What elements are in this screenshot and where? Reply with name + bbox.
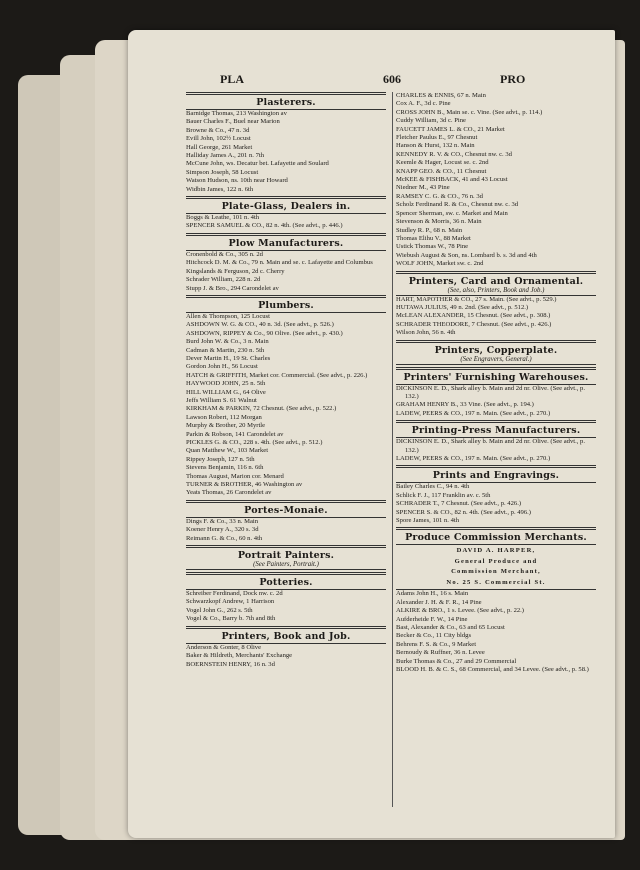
directory-entry: HUTAWA JULIUS, 49 n. 2nd. (See advt., p. 512.) xyxy=(396,303,529,311)
section-heading: Plasterers. xyxy=(256,97,316,108)
directory-entry: KIRKHAM & PARKIN, 72 Chesnut. (See advt., p. 522.) xyxy=(186,405,337,413)
listing-group xyxy=(396,465,596,525)
listing-group xyxy=(396,92,596,269)
section-heading: Printers, Card and Ornamental. xyxy=(408,275,584,287)
directory-entry: Schwarzkopf Andrew, 1 Harrison xyxy=(186,598,275,606)
directory-page xyxy=(128,30,615,838)
section-rule xyxy=(396,340,596,343)
directory-entry: DICKINSON E. D., Shark alley b. Main and 2d nr. Olive. (See advt., p. 132.) xyxy=(396,384,585,400)
directory-entry: Parkin & Robson, 141 Carondelet av xyxy=(186,430,284,438)
advertisement-line: General Produce and xyxy=(454,557,538,565)
section-heading: Portes-Monaie. xyxy=(244,504,328,516)
section-rule xyxy=(186,196,386,199)
directory-entry: Keemle & Hager, Locust se. c. 2nd xyxy=(396,159,489,167)
directory-entry: Spore James, 101 n. 4th xyxy=(396,517,460,525)
section-rule xyxy=(186,626,386,629)
directory-entry: SCHRADER THEODORE, 7 Chesnut. (See advt., p. 426.) xyxy=(396,320,552,328)
directory-entry: Allen & Thompson, 125 Locust xyxy=(186,312,270,320)
section-heading: Printers' Furnishing Warehouses. xyxy=(403,371,589,383)
directory-entry: Cox A. F., 3d c. Pine xyxy=(396,100,451,108)
page-number: 606 xyxy=(383,72,401,86)
directory-entry: Boggs & Leathe, 101 n. 4th xyxy=(186,214,260,222)
directory-entry: Simpson Joseph, 58 Locust xyxy=(186,168,259,176)
directory-entry: Behrens F. S. & Co., 9 Market xyxy=(396,640,477,648)
directory-entry: Rippey Joseph, 127 n. 5th xyxy=(186,455,255,463)
section-cross-reference: (See Engravers, General.) xyxy=(460,355,532,363)
directory-entry: Schreiber Ferdinand, Dock nw. c. 2d xyxy=(186,590,283,598)
section-heading: Plumbers. xyxy=(258,299,314,311)
directory-entry: Hall George, 261 Market xyxy=(186,143,253,151)
directory-entry: Wiebush August & Son, ns. Lombard b. s. 3d and 4th xyxy=(396,251,537,259)
directory-entry: FAUCETT JAMES L. & CO., 21 Market xyxy=(396,125,505,133)
section-rule xyxy=(186,569,386,570)
directory-entry: Watson Hudson, ns. 10th near Howard xyxy=(186,177,288,185)
directory-entry: HILL WILLIAM G., 64 Olive xyxy=(186,388,266,396)
section-heading: Portrait Painters. xyxy=(237,550,335,562)
directory-entry: HAYWOOD JOHN, 25 n. 5th xyxy=(186,380,266,388)
directory-entry: Bernoudy & Ruffner, 36 n. Levee xyxy=(396,649,485,657)
directory-entry: SCHRADER T., 7 Chesnut. (See advt., p. 426.) xyxy=(396,500,522,508)
directory-entry: Stupp J. & Bro., 294 Carondelet av xyxy=(186,284,279,292)
directory-entry: Vogel & Co., Barry b. 7th and 8th xyxy=(186,615,276,623)
section-cross-reference: (See, also, Printers, Book and Job.) xyxy=(447,286,545,294)
directory-entry: ASHDOWN W. G. & CO., 40 n. 3d. (See advt., p. 526.) xyxy=(186,321,334,329)
section-rule xyxy=(396,364,596,365)
directory-entry: TURNER & BROTHER, 46 Washington av xyxy=(186,481,303,489)
section-rule xyxy=(396,465,596,468)
section-rule xyxy=(396,271,596,274)
directory-entry: Schlick F. J., 117 Franklin av. c. 5th xyxy=(396,491,491,499)
directory-entry: Bailey Charles C., 94 n. 4th xyxy=(396,483,470,491)
directory-entry: Yeats Thomas, 26 Carondelet av xyxy=(186,489,272,497)
listing-group xyxy=(186,545,386,570)
directory-entry: SPENCER SAMUEL & CO., 82 n. 4th. (See advt., p. 446.) xyxy=(186,222,343,230)
directory-entry: Spencer Sherman, sw. c. Market and Main xyxy=(396,209,508,217)
directory-entry: Koener Henry A., 320 s. 3d xyxy=(186,526,259,534)
directory-entry: LADEW, PEERS & CO., 197 n. Main. (See advt., p. 270.) xyxy=(396,455,551,462)
listing-group xyxy=(186,233,386,293)
listing-group xyxy=(396,527,596,674)
listing-group xyxy=(186,295,386,498)
directory-entry: Gordon John H., 56 Locust xyxy=(186,363,258,371)
directory-entry: ASHDOWN, RIPPEY & Co., 90 Olive. (See advt., p. 430.) xyxy=(186,329,343,337)
directory-entry: Scholz Ferdinand R. & Co., Chesnut nw. c. 3d xyxy=(396,201,519,209)
directory-entry: Adams John H., 16 s. Main xyxy=(396,590,469,598)
directory-entry: Wilson John, 56 n. 4th xyxy=(396,329,456,337)
section-rule xyxy=(396,367,596,370)
listing-group xyxy=(186,500,386,543)
directory-entry: DICKINSON E. D., Shark alley b. Main and 2d nr. Olive. (See advt., p. 132.) xyxy=(396,438,585,454)
directory-entry: Browne & Co., 47 n. 3d xyxy=(186,126,250,134)
directory-entry: RAMSEY C. G. & CO., 76 n. 3d xyxy=(396,192,483,200)
section-rule xyxy=(186,233,386,236)
directory-entry: KNAPP GEO. & CO., 11 Chesnut xyxy=(396,167,487,175)
section-cross-reference: (See Painters, Portrait.) xyxy=(253,561,319,569)
section-rule xyxy=(186,545,386,548)
advertisement-line: Commission Merchant, xyxy=(451,568,541,576)
directory-entry: Hitchcock D. M. & Co., 79 n. Main and se. c. Lafayette and Columbus xyxy=(186,259,373,267)
listing-group xyxy=(186,626,386,669)
directory-entry: HATCH & GRIFFITH, Market cor. Commercial. (See advt., p. 226.) xyxy=(186,371,368,379)
directory-entry: Dever Martin H., 19 St. Charles xyxy=(186,354,271,362)
directory-entry: CHARLES & ENNIS, 67 n. Main xyxy=(396,92,486,99)
directory-entry: Reimann G. & Co., 60 n. 4th xyxy=(186,534,263,542)
column-divider xyxy=(392,92,393,807)
right-column xyxy=(396,92,596,677)
directory-entry: Cadman & Martin, 230 n. 5th xyxy=(186,346,265,354)
section-rule xyxy=(186,572,386,575)
directory-entry: Quan Matthew W., 103 Market xyxy=(186,447,269,455)
directory-entry: Evill John, 102½ Locust xyxy=(186,135,251,143)
directory-entry: Niedner M., 43 Pine xyxy=(396,184,450,192)
directory-entry: Anderson & Gonter, 8 Olive xyxy=(186,643,262,651)
directory-entry: ALKIRE & BRO., 1 s. Levee. (See advt., p. 22.) xyxy=(396,607,525,615)
directory-entry: SPENCER S. & CO., 82 n. 4th. (See advt., p. 496.) xyxy=(396,508,531,516)
directory-entry: Vogel John G., 262 s. 5th xyxy=(186,606,253,614)
section-heading: Printing-Press Manufacturers. xyxy=(411,425,581,437)
section-rule xyxy=(396,527,596,530)
directory-entry: BLOOD H. B. & C. S., 68 Commercial, and 34 Levee. (See advt., p. 58.) xyxy=(396,666,589,674)
directory-entry: Stevens Benjamin, 116 n. 6th xyxy=(186,464,264,472)
advertisement-line: DAVID A. HARPER, xyxy=(456,547,536,555)
header-right-guide: PRO xyxy=(500,72,526,86)
directory-entry: Ustick Thomas W., 78 Pine xyxy=(396,243,469,251)
section-heading: Printers, Book and Job. xyxy=(221,630,351,642)
directory-entry: LADEW, PEERS & CO., 197 n. Main. (See advt., p. 270.) xyxy=(396,409,551,417)
directory-entry: Thomas Elihu V., 88 Market xyxy=(396,234,471,242)
directory-entry: GRAHAM HENRY B., 33 Vine. (See advt., p. 194.) xyxy=(396,401,534,409)
directory-entry: Studley R. P., 68 n. Main xyxy=(396,226,463,234)
directory-entry: Burd John W. & Co., 3 n. Main xyxy=(186,338,269,346)
directory-entry: Cronenbold & Co., 305 n. 2d xyxy=(186,250,263,258)
directory-entry: HART, MAPOTHER & CO., 27 s. Main. (See advt., p. 529.) xyxy=(396,295,557,303)
section-rule xyxy=(186,500,386,503)
section-heading: Plow Manufacturers. xyxy=(228,237,344,249)
directory-entry: Halliday James A., 201 n. 7th xyxy=(186,152,265,160)
header-left-guide: PLA xyxy=(220,72,244,86)
directory-entry: Burke Thomas & Co., 27 and 29 Commercial xyxy=(396,657,517,665)
section-heading: Prints and Engravings. xyxy=(432,470,560,482)
directory-entry: Stevenson & Morris, 36 n. Main xyxy=(396,218,482,226)
directory-entry: McKEE & FISHBACK, 41 and 43 Locust xyxy=(396,176,508,184)
directory-entry: KENNEDY R. V. & CO., Chesnut nw. c. 3d xyxy=(396,150,512,158)
directory-entry: Alexander J. H. & F. R., 14 Pine xyxy=(396,598,482,606)
directory-entry: Barnidge Thomas, 213 Washington av xyxy=(186,110,287,117)
directory-entry: Widbin James, 122 n. 6th xyxy=(186,185,254,193)
section-rule xyxy=(396,420,596,423)
directory-entry: PICKLES G. & CO., 228 s. 4th. (See advt., p. 512.) xyxy=(186,439,323,446)
directory-entry: WOLF JOHN, Market sw. c. 2nd xyxy=(396,260,484,268)
directory-entry: Becker & Co., 11 City bldgs xyxy=(396,632,472,640)
listing-group xyxy=(396,420,596,463)
section-rule xyxy=(396,544,596,545)
left-column xyxy=(186,92,386,671)
directory-entry: Thomas August, Marion cor. Menard xyxy=(186,472,284,480)
section-rule xyxy=(186,92,386,95)
listing-group xyxy=(396,340,596,365)
listing-group xyxy=(396,271,596,338)
section-heading: Printers, Copperplate. xyxy=(434,344,558,356)
section-rule xyxy=(186,295,386,298)
directory-entry: Cuddy William, 3d c. Pine xyxy=(396,117,466,125)
listing-group xyxy=(186,92,386,194)
directory-entry: McLEAN ALEXANDER, 15 Chesnut. (See advt., p. 308.) xyxy=(396,312,551,320)
directory-entry: Lawson Robert, 112 Morgan xyxy=(186,413,262,421)
directory-entry: BOERNSTEIN HENRY, 16 n. 3d xyxy=(186,660,275,668)
listing-group xyxy=(186,196,386,231)
directory-entry: Kingslands & Ferguson, 2d c. Cherry xyxy=(186,267,285,275)
running-header xyxy=(128,72,615,88)
directory-entry: McCune John, ws. Decatur bet. Lafayette and Soulard xyxy=(186,160,329,168)
directory-entry: Fletcher Paulus E., 97 Chesnut xyxy=(396,134,478,142)
directory-entry: Bast, Alexander & Co., 63 and 65 Locust xyxy=(396,624,505,632)
directory-entry: Baker & Hildreth, Merchants' Exchange xyxy=(186,652,293,660)
section-heading: Produce Commission Merchants. xyxy=(405,532,587,544)
section-heading: Plate-Glass, Dealers in. xyxy=(221,201,351,213)
directory-entry: Aufderheide F. W., 14 Pine xyxy=(396,615,468,623)
listing-group xyxy=(186,572,386,624)
advertisement-line: No. 25 S. Commercial St. xyxy=(446,578,546,586)
directory-entry: Schrader William, 228 n. 2d xyxy=(186,276,261,284)
directory-entry: Dings F. & Co., 33 n. Main xyxy=(186,517,259,525)
directory-entry: Bauer Charles F., Buel near Marion xyxy=(186,118,280,126)
listing-group xyxy=(396,367,596,419)
section-heading: Potteries. xyxy=(259,577,313,589)
directory-entry: Murphy & Brother, 20 Myrtle xyxy=(186,422,266,430)
directory-entry: Hanson & Hurst, 132 n. Main xyxy=(396,142,475,150)
directory-entry: Jeffs William S. 61 Walnut xyxy=(186,396,257,404)
directory-entry: CROSS JOHN B., Main se. c. Vine. (See advt., p. 114.) xyxy=(396,108,543,116)
